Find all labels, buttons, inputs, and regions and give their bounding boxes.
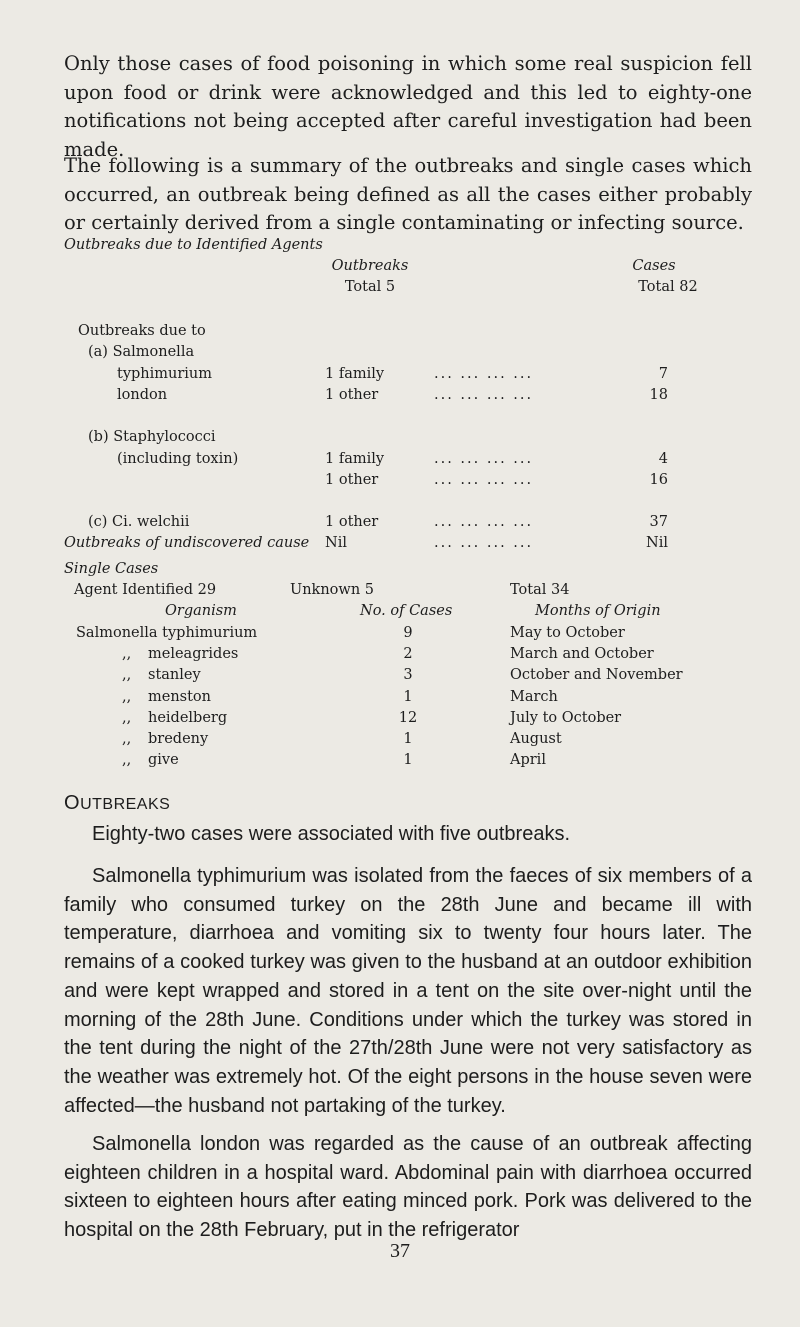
cases-column-header: Cases: [632, 258, 676, 274]
outbreaks-column-total: Total 5: [344, 279, 396, 295]
single-total: Total 34: [510, 582, 570, 598]
organism-cell: Salmonella typhimurium: [76, 625, 258, 641]
ditto-mark: ,,: [122, 667, 132, 684]
undiscovered-label: Outbreaks of undiscovered cause: [64, 535, 310, 551]
months-cell: April: [510, 752, 546, 769]
organism-cell: meleagrides: [148, 646, 239, 663]
cases-cell: 1: [403, 688, 413, 705]
row-outbreak: 1 other: [325, 472, 379, 488]
outbreaks-paragraph-2: Salmonella typhimurium was isolated from the faeces of six members of a family who consumed turkey on the 28th June and became ill with temperature, diarrhoea and vomiting six to twenty four hours later. The remains of a cooked turkey was given to the husband at an outdoor exhibition and were kept wrapped and stored in a tent on the site over-night until the morning of the 28th June. Conditions under which the turkey was stored in the tent during the night of the 27th/28th June were not very satisfactory as the weather was extremely hot. Of the eight persons in the house seven were affected—the husband not partaking of the turkey.: [64, 865, 752, 1117]
row-cases: 4: [658, 451, 668, 467]
row-outbreak: 1 other: [325, 514, 379, 530]
outbreaks-table-title: Outbreaks due to Identified Agents: [64, 237, 323, 253]
outbreaks-column-header: Outbreaks: [331, 258, 409, 274]
dot-leader: ... ... ... ...: [434, 472, 534, 488]
ditto-mark: ,,: [122, 646, 132, 663]
outbreaks-heading-text: OUTBREAKS: [64, 792, 171, 814]
months-column-header: Months of Origin: [535, 603, 661, 619]
months-cell: July to October: [510, 709, 622, 726]
intro-paragraph-1: Only those cases of food poisoning in which some real suspicion fell upon food or drink were acknowledged and this led to eighty-one notifications not being accepted after careful investigation had been made.: [64, 52, 752, 161]
dot-leader: ... ... ... ...: [434, 387, 534, 403]
outbreaks-paragraph-1: Eighty-two cases were associated with five outbreaks.: [92, 823, 570, 845]
welchii-label: (c) Ci. welchii: [88, 514, 190, 530]
cases-cell: 9: [403, 625, 413, 641]
row-cases: 7: [658, 366, 668, 382]
intro-paragraph-2: The following is a summary of the outbreaks and single cases which occurred, an outbreak being defined as all the cases either probably or certainly derived from a single contaminating or infecting source.: [64, 154, 752, 235]
organism-cell: bredeny: [148, 731, 209, 747]
row-agent: typhimurium: [117, 366, 213, 382]
cases-cell: 1: [403, 752, 413, 769]
staphylococci-agent: (including toxin): [117, 451, 239, 467]
row-outbreak: 1 other: [325, 387, 379, 403]
cases-column-total: Total 82: [638, 279, 698, 295]
dot-leader: ... ... ... ...: [434, 514, 534, 530]
row-outbreak: 1 family: [325, 366, 385, 382]
organism-cell: stanley: [148, 667, 201, 684]
outbreaks-paragraph-3: Salmonella london was regarded as the cause of an outbreak affecting eighteen children in a hospital ward. Abdominal pain with diarrhoea occurred sixteen to eighteen hours after eating minced pork. Pork was delivered to the hospital on the 28th February, put in the refrigerator: [64, 1133, 752, 1242]
row-outbreak: 1 family: [325, 451, 385, 467]
row-cases: 16: [649, 472, 668, 488]
dot-leader: ... ... ... ...: [434, 535, 534, 551]
ditto-mark: ,,: [122, 688, 132, 705]
months-cell: May to October: [510, 625, 625, 641]
row-cases: Nil: [646, 535, 668, 551]
dot-leader: ... ... ... ...: [434, 366, 534, 382]
single-cases-title: Single Cases: [64, 561, 159, 577]
ditto-mark: ,,: [122, 709, 132, 726]
organism-column-header: Organism: [165, 603, 237, 619]
row-cases: 18: [649, 387, 668, 403]
ditto-mark: ,,: [122, 752, 132, 769]
agent-identified: Agent Identified 29: [74, 582, 217, 598]
dot-leader: ... ... ... ...: [434, 451, 534, 467]
organism-cell: heidelberg: [148, 709, 228, 726]
months-cell: October and November: [510, 667, 683, 684]
page-number: 37: [390, 1240, 410, 1262]
unknown-count: Unknown 5: [290, 582, 374, 598]
months-cell: March: [510, 688, 558, 705]
row-outbreak: Nil: [325, 535, 347, 551]
cases-cell: 3: [403, 667, 413, 684]
row-cases: 37: [649, 514, 668, 530]
organism-cell: menston: [148, 688, 212, 705]
salmonella-label: (a) Salmonella: [88, 344, 195, 360]
staphylococci-label: (b) Staphylococci: [88, 429, 216, 445]
cases-cell: 2: [403, 646, 413, 663]
organism-cell: give: [148, 752, 179, 769]
months-cell: March and October: [510, 646, 654, 663]
cases-cell: 12: [398, 709, 418, 726]
group-heading: Outbreaks due to: [78, 323, 206, 339]
ditto-mark: ,,: [122, 731, 132, 747]
outbreaks-heading: [64, 792, 170, 815]
no-cases-column-header: No. of Cases: [360, 603, 453, 619]
row-agent: london: [117, 387, 168, 403]
months-cell: August: [510, 731, 562, 747]
cases-cell: 1: [403, 731, 413, 747]
